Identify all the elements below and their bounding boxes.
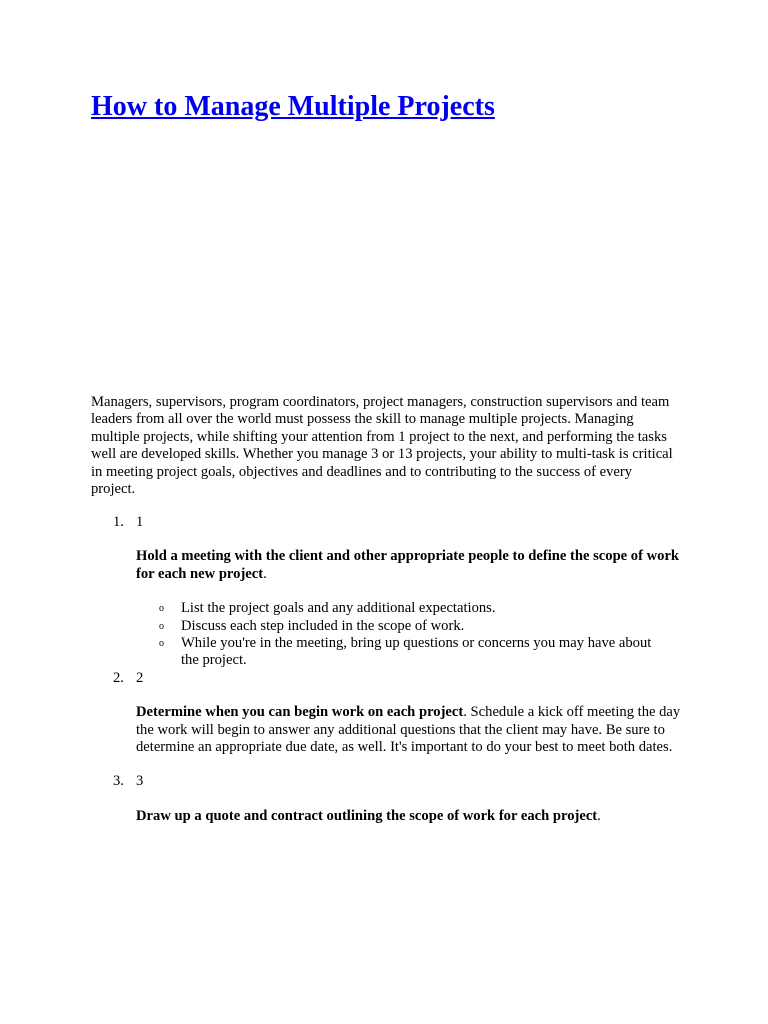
- step-rest: . Schedule a kick off meeting the day the work will begin to answer any additional questions that the client may have. Be sure to determine an appropriate due date, as well. It's important to do your best to meet both dates.: [136, 704, 681, 756]
- step-rest: .: [597, 807, 601, 824]
- step-marker: 3.: [113, 773, 124, 790]
- step-number: 1: [136, 514, 144, 530]
- bullet-marker: o: [159, 620, 164, 632]
- step-body: [136, 548, 681, 669]
- bullet-text: Discuss each step included in the scope of work.: [181, 617, 465, 634]
- bullet-text: List the project goals and any additional expectations.: [181, 600, 496, 617]
- step-number: 2: [136, 669, 144, 686]
- bullet-item: [136, 618, 671, 635]
- step-number: 3: [136, 773, 144, 790]
- bullet-marker: o: [159, 603, 164, 615]
- step-text: [136, 704, 681, 756]
- bullet-marker: o: [159, 638, 164, 650]
- step-marker: 1.: [113, 514, 124, 530]
- bullet-text: While you're in the meeting, bring up questions or concerns you may have about the project.: [181, 635, 652, 669]
- steps-list: [91, 514, 681, 825]
- step-body: [136, 704, 681, 756]
- page-title: [91, 89, 495, 125]
- title-link[interactable]: How to Manage Multiple Projects: [91, 91, 495, 122]
- step-rest: .: [263, 565, 267, 582]
- step-item: [91, 670, 681, 757]
- step-body: [136, 808, 681, 825]
- step-heading: Hold a meeting with the client and other appropriate people to define the scope of work for each new project: [136, 548, 680, 582]
- bullet-item: [136, 600, 671, 617]
- step-item: [91, 514, 681, 670]
- step-heading: Determine when you can begin work on each project: [136, 704, 464, 721]
- step-text: [136, 548, 681, 583]
- step-text: [136, 808, 681, 825]
- bullet-item: [136, 635, 671, 670]
- intro-paragraph: Managers, supervisors, program coordinators, project managers, construction supervisors and team leaders from all over the world must possess the skill to manage multiple projects. Managing multiple projects, while shifting your attention from 1 project to the next, and performing the tasks well are developed skills. Whether you manage 3 or 13 projects, your ability to multi-task is critical in meeting project goals, objectives and deadlines and to contributing to the success of every project.: [91, 394, 673, 498]
- step-bullet-list: [136, 600, 681, 670]
- step-heading: Draw up a quote and contract outlining the scope of work for each project: [136, 807, 598, 824]
- step-marker: 2.: [113, 669, 124, 686]
- step-item: [91, 773, 681, 825]
